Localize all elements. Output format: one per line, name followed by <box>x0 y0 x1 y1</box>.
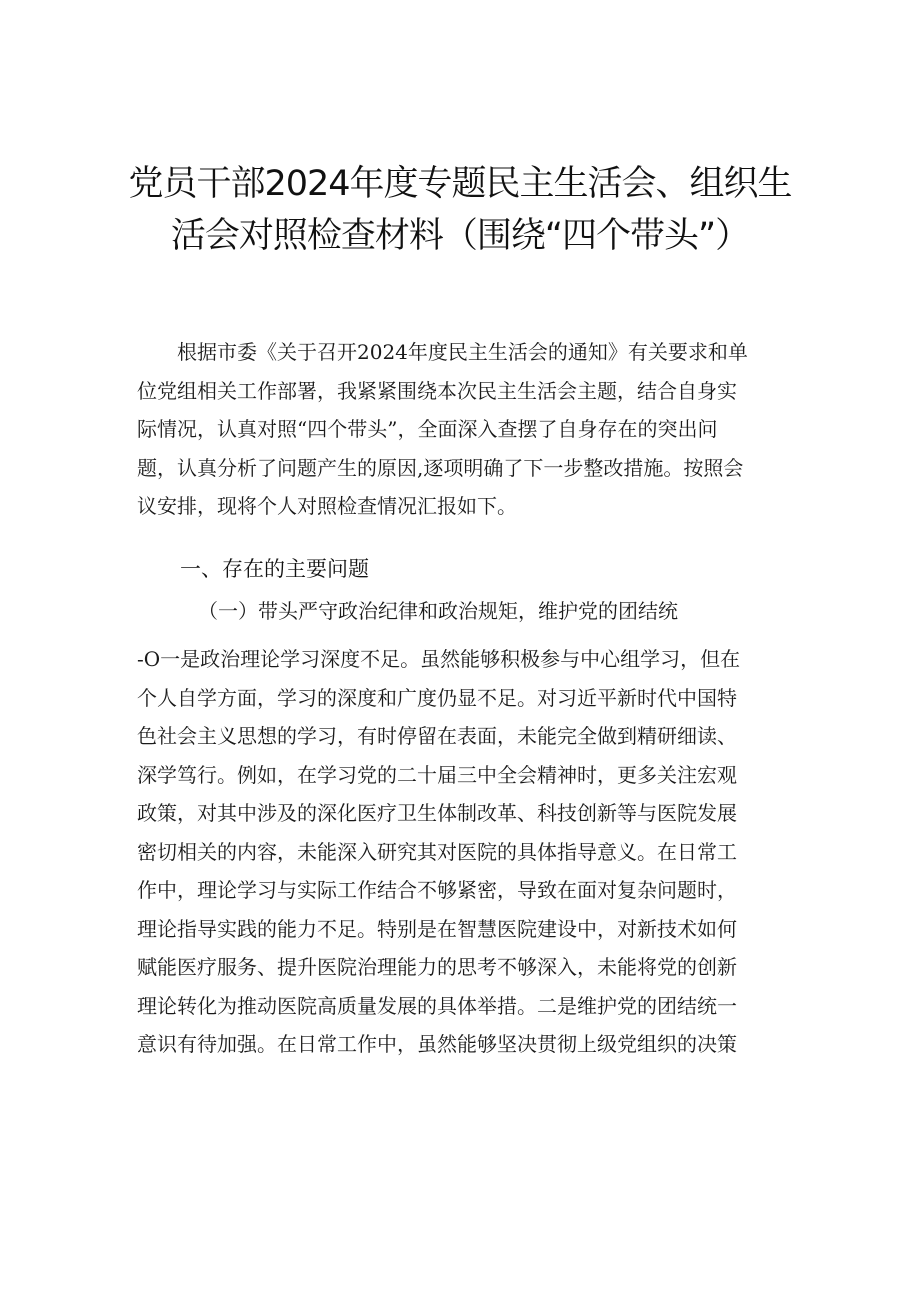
intro-line: 根据市委《关于召开2024年度民主生活会的通知》有关要求和单 <box>137 340 748 364</box>
intro-line: 题，认真分析了问题产生的原因,逐项明确了下一步整改措施。按照会 <box>137 455 744 480</box>
subsection-heading: （一）带头严守政治纪律和政治规矩，维护党的团结统 <box>198 599 678 623</box>
body-line: 理论转化为推动医院高质量发展的具体举措。二是维护党的团结统一 <box>137 993 737 1018</box>
intro-line: 位党组相关工作部署，我紧紧围绕本次民主生活会主题，结合自身实 <box>137 378 737 403</box>
section-heading: 一、存在的主要问题 <box>180 557 369 581</box>
document-title <box>110 158 810 262</box>
intro-line: 议安排，现将个人对照检查情况汇报如下。 <box>137 494 517 518</box>
body-line: 赋能医疗服务、提升医院治理能力的思考不够深入，未能将党的创新 <box>137 955 737 979</box>
title-line-2: 活会对照检查材料（围绕“四个带头”） <box>170 216 750 256</box>
body-line: 政策，对其中涉及的深化医疗卫生体制改革、科技创新等与医院发展 <box>137 801 737 825</box>
body-line: -O一是政治理论学习深度不足。虽然能够积极参与中心组学习，但在 <box>137 647 741 671</box>
intro-line: 际情况，认真对照“四个带头”，全面深入查摆了自身存在的突出问 <box>137 417 718 441</box>
body-paragraph <box>137 640 793 1064</box>
body-line: 个人自学方面，学习的深度和广度仍显不足。对习近平新时代中国特 <box>137 685 737 710</box>
body-line: 密切相关的内容，未能深入研究其对医院的具体指导意义。在日常工 <box>137 839 737 864</box>
body-line: 理论指导实践的能力不足。特别是在智慧医院建设中，对新技术如何 <box>137 916 737 941</box>
body-line: 作中，理论学习与实际工作结合不够紧密，导致在面对复杂问题时， <box>137 878 737 902</box>
intro-paragraph <box>137 333 793 526</box>
body-line: 意识有待加强。在日常工作中，虽然能够坚决贯彻上级党组织的决策 <box>137 1032 737 1056</box>
title-line-1: 党员干部2024年度专题民主生活会、组织生 <box>128 164 792 204</box>
body-line: 色社会主义思想的学习，有时停留在表面，未能完全做到精研细读、 <box>137 724 737 748</box>
body-line: 深学笃行。例如，在学习党的二十届三中全会精神时，更多关注宏观 <box>137 762 737 787</box>
